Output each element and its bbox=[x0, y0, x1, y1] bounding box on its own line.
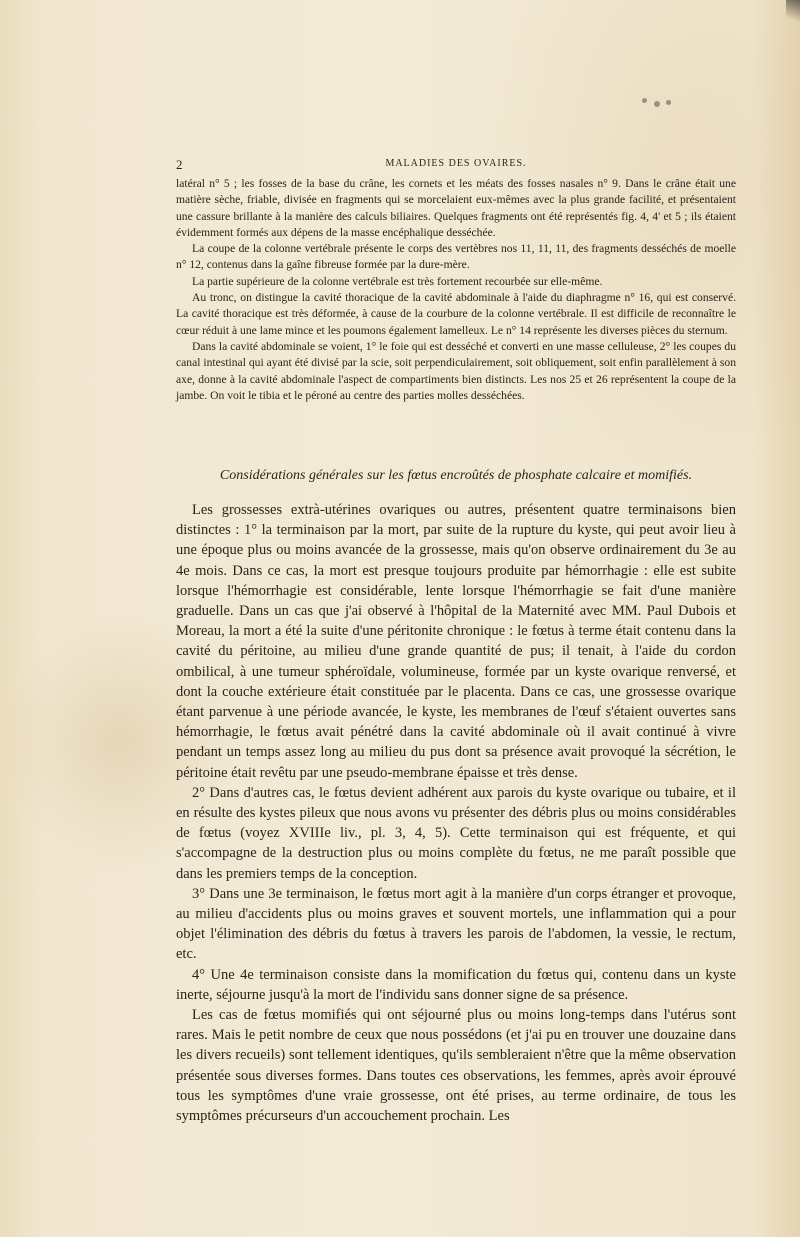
paragraph: 2° Dans d'autres cas, le fœtus devient adhérent aux parois du kyste ovarique ou tubaire, et il en résulte des kystes pileux que nous avons vu présenter des débris plus ou moins considérables de fœtus (voyez XVIIIe liv., pl. 3, 4, 5). Cette terminaison qui est fréquente, et qui s'accompagne de la destruction plus ou moins complète du fœtus, ne me paraît possible que dans les premiers temps de la conception. bbox=[176, 784, 736, 882]
page-number: 2 bbox=[176, 157, 183, 172]
speck bbox=[666, 100, 671, 105]
paragraph: Les cas de fœtus momifiés qui ont séjourné plus ou moins long-temps dans l'utérus sont rares. Mais le petit nombre de ceux que nous possédons (et j'ai pu en trouver une douzaine dans les divers recueils) sont tellement identiques, qu'ils sembleraient n'être que la même observation présentée sous diverses formes. Dans toutes ces observations, les femmes, après avoir éprouvé tous les symptômes d'une vraie grossesse, ont été prises, au terme ordinaire, de tous les symptômes précurseurs d'un accouchement prochain. Les bbox=[176, 1007, 736, 1125]
main-text bbox=[176, 500, 736, 1126]
anatomy-description bbox=[176, 176, 736, 404]
section-heading: Considérations générales sur les fœtus encroûtés de phosphate calcaire et momifiés. bbox=[219, 468, 693, 483]
speck bbox=[642, 98, 647, 103]
ink-specks bbox=[642, 98, 682, 108]
paragraph: 4° Une 4e terminaison consiste dans la momification du fœtus qui, contenu dans un kyste inerte, séjourne jusqu'à la mort de l'individu sans donner signe de sa présence. bbox=[176, 966, 736, 1003]
paragraph: latéral n° 5 ; les fosses de la base du crâne, les cornets et les méats des fosses nasales n° 9. Dans le crâne était une matière sèche, friable, divisée en fragments qui se morcelaient eux-mêmes avec la plus grande facilité, et présentaient une cassure brillante à la manière des calculs biliaires. Quelques fragments ont été représentés fig. 4, 4' et 5 ; ils étaient évidemment formés aux dépens de la masse encéphalique desséchée. bbox=[176, 177, 736, 239]
paragraph: La partie supérieure de la colonne vertébrale est très fortement recourbée sur elle-même. bbox=[192, 274, 603, 288]
paragraph: La coupe de la colonne vertébrale présente le corps des vertèbres nos 11, 11, 11, des fragments desséchés de moelle n° 12, contenus dans la gaîne fibreuse formée par la dure-mère. bbox=[176, 242, 736, 272]
speck bbox=[654, 101, 660, 107]
paragraph: 3° Dans une 3e terminaison, le fœtus mort agit à la manière d'un corps étranger et provoque, au milieu d'accidents plus ou moins graves et souvent mortels, une inflammation qui a pour objet l'élimination des débris du fœtus à travers les parois de l'abdomen, la vessie, le rectum, etc. bbox=[176, 885, 736, 963]
page-edge-shadow bbox=[786, 0, 800, 28]
page-header bbox=[176, 157, 736, 173]
paragraph: Au tronc, on distingue la cavité thoracique de la cavité abdominale à l'aide du diaphragme n° 16, qui est conservé. La cavité thoracique est très déformée, à cause de la courbure de la colonne vertébrale. Il est difficile de reconnaître le cœur réduit à une lame mince et les poumons également lamelleux. Le n° 14 représente les diverses pièces du sternum. bbox=[176, 291, 736, 337]
running-title: MALADIES DES OVAIRES. bbox=[385, 158, 527, 169]
paragraph: Les grossesses extrà-utérines ovariques ou autres, présentent quatre terminaisons bien distinctes : 1° la terminaison par la mort, par suite de la rupture du kyste, qui peut avoir lieu à une époque plus ou moins avancée de la grossesse, mais qu'on observe ordinairement du 3e au 4e mois. Dans ce cas, la mort est presque toujours produite par hémorrhagie : elle est subite lorsque l'hémorrhagie est considérable, lente lorsque l'hémorrhagie se fait d'une manière graduelle. Dans un cas que j'ai observé à l'hôpital de la Maternité avec MM. Paul Dubois et Moreau, la mort a été la suite d'une péritonite chronique : le fœtus à terme était contenu dans la cavité du péritoine, au milieu d'une grande quantité de pus; il tenait, à l'aide du cordon ombilical, à une tumeur sphéroïdale, volumineuse, formée par un kyste ovarique renversé, et dont la couche extérieure était constituée par le placenta. Dans ce cas, une grossesse ovarique étant parvenue à une période avancée, le kyste, les membranes de l'œuf s'étaient ouvertes sans hémorrhagie, le fœtus avait pénétré dans la cavité abdominale où il avait continué à vivre pendant un temps assez long au milieu du pus dont sa présence avait provoqué la sécrétion, le péritoine était revêtu par une pseudo-membrane épaisse et très dense. bbox=[176, 502, 736, 781]
paragraph: Dans la cavité abdominale se voient, 1° le foie qui est desséché et converti en une masse celluleuse, 2° les coupes du canal intestinal qui ayant été divisé par la scie, soit perpendiculairement, soit obliquement, soit enfin parallèlement à son axe, donne à la cavité abdominale l'aspect de compartiments bien distincts. Les nos 25 et 26 représentent la coupe de la jambe. On voit le tibia et le péroné au centre des parties molles desséchées. bbox=[176, 339, 736, 402]
